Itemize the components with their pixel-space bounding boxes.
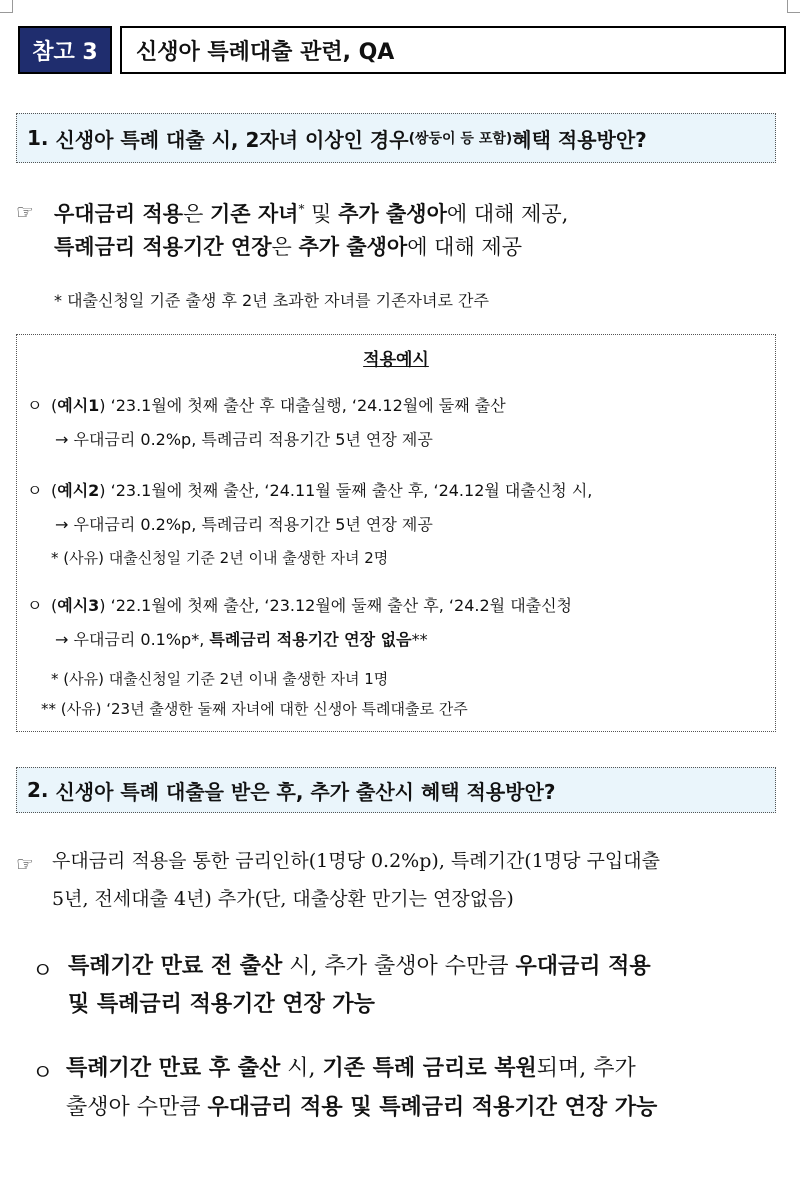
answer-emphasis: 추가 출생아 — [338, 201, 447, 226]
examples-title: 적용예시 — [363, 350, 429, 370]
example-label: 예시2 — [57, 481, 100, 500]
example-3: (예시3) ‘22.1월에 첫째 출산, ‘23.12월에 둘째 출산 후, ‘24.2월 대출신청 — [51, 596, 573, 615]
example-3-reason-1: * (사유) 대출신청일 기준 2년 이내 출생한 자녀 1명 — [51, 670, 389, 688]
reference-badge: 참고 3 — [18, 26, 112, 74]
question-1 — [16, 113, 776, 163]
circle-bullet-icon: ㅇ — [27, 396, 43, 415]
example-1-result: → 우대금리 0.2%p, 특례금리 적용기간 5년 연장 제공 — [55, 430, 433, 449]
answer-emphasis: 특례금리 적용기간 연장 — [54, 234, 272, 259]
example-3-reason-2: ** (사유) ‘23년 출생한 둘째 자녀에 대한 신생아 특례대출로 간주 — [41, 700, 468, 718]
answer-emphasis: 특례기간 만료 후 출산 — [66, 1055, 281, 1081]
example-text: ‘23.1월에 첫째 출산, ‘24.11월 둘째 출산 후, ‘24.12월 대출신청 시, — [105, 481, 593, 500]
example-text: ‘23.1월에 첫째 출산 후 대출실행, ‘24.12월에 둘째 출산 — [105, 396, 506, 415]
answer-emphasis: 기존 특례 금리로 복원 — [322, 1055, 537, 1081]
answer-emphasis: 및 특례금리 적용기간 연장 가능 — [68, 991, 375, 1017]
footnote: * 대출신청일 기준 출생 후 2년 초과한 자녀를 기존자녀로 간주 — [54, 291, 489, 310]
example-emphasis: 특례금리 적용기간 연장 없음 — [209, 630, 412, 649]
question-2 — [16, 767, 776, 813]
example-1: (예시1) ‘23.1월에 첫째 출산 후 대출실행, ‘24.12월에 둘째 출산 — [51, 396, 506, 415]
footnote-mark: ** — [411, 630, 428, 649]
answer-emphasis: 추가 출생아 — [298, 234, 408, 259]
answer-emphasis: 우대금리 적용 — [54, 201, 184, 226]
answer-text: 되며, 추가 — [536, 1056, 636, 1081]
answer-text: 은 — [271, 235, 299, 259]
answer-text: 에 대해 제공 — [407, 235, 522, 259]
answer-text: 시, — [280, 1056, 323, 1081]
example-2-result: → 우대금리 0.2%p, 특례금리 적용기간 5년 연장 제공 — [55, 515, 433, 534]
example-2: (예시2) ‘23.1월에 첫째 출산, ‘24.11월 둘째 출산 후, ‘24.12월 대출신청 시, — [51, 481, 593, 500]
answer-1-line-1 — [54, 190, 568, 233]
question-number: 2. — [27, 778, 49, 802]
page-title: 신생아 특례대출 관련, QA — [120, 26, 786, 74]
answer-text: 은 — [183, 202, 210, 226]
answer-emphasis: 우대금리 적용 — [515, 953, 651, 979]
answer-2-line-2: 5년, 전세대출 4년) 추가(단, 대출상환 만기는 연장없음) — [52, 888, 514, 910]
question-text: 혜택 적용방안? — [512, 127, 647, 152]
example-text: → 우대금리 0.1%p*, — [55, 630, 210, 649]
example-3-result — [55, 627, 428, 650]
page-corner-mark — [0, 0, 13, 13]
example-label: 예시1 — [57, 396, 100, 415]
circle-bullet-icon: ㅇ — [32, 959, 54, 984]
circle-bullet-icon: ㅇ — [27, 481, 43, 500]
answer-2-bullet-2-line-2 — [66, 1085, 657, 1130]
example-text: ‘22.1월에 첫째 출산, ‘23.12월에 둘째 출산 후, ‘24.2월 대출신청 — [105, 596, 573, 615]
example-2-reason: * (사유) 대출신청일 기준 2년 이내 출생한 자녀 2명 — [51, 549, 389, 567]
answer-1-line-2 — [54, 228, 522, 266]
footnote-mark: * — [298, 202, 305, 216]
example-label: 예시3 — [57, 596, 100, 615]
answer-2-bullet-1-line-2 — [68, 982, 375, 1027]
question-number: 1. — [27, 126, 49, 150]
section-header — [18, 26, 786, 78]
pointing-hand-icon: ☞ — [16, 200, 34, 224]
answer-text: 에 대해 제공, — [446, 202, 569, 226]
answer-text: 시, 추가 출생아 수만큼 — [282, 954, 516, 979]
answer-text: 및 — [304, 202, 339, 226]
examples-box — [16, 334, 776, 732]
pointing-hand-icon: ☞ — [16, 852, 34, 876]
question-note: (쌍둥이 등 포함) — [408, 131, 513, 147]
answer-emphasis: 기존 자녀 — [210, 201, 299, 226]
question-text: 신생아 특례 대출을 받은 후, 추가 출산시 혜택 적용방안? — [55, 779, 556, 804]
circle-bullet-icon: ㅇ — [27, 596, 43, 615]
answer-emphasis: 특례기간 만료 전 출산 — [68, 953, 283, 979]
answer-2-line-1: 우대금리 적용을 통한 금리인하(1명당 0.2%p), 특례기간(1명당 구입대출 — [52, 850, 660, 872]
answer-emphasis: 우대금리 적용 및 특례금리 적용기간 연장 가능 — [207, 1094, 658, 1120]
circle-bullet-icon: ㅇ — [32, 1061, 54, 1086]
question-text: 신생아 특례 대출 시, 2자녀 이상인 경우 — [55, 127, 409, 152]
answer-text: 출생아 수만큼 — [66, 1095, 208, 1120]
page-corner-mark — [787, 0, 800, 13]
